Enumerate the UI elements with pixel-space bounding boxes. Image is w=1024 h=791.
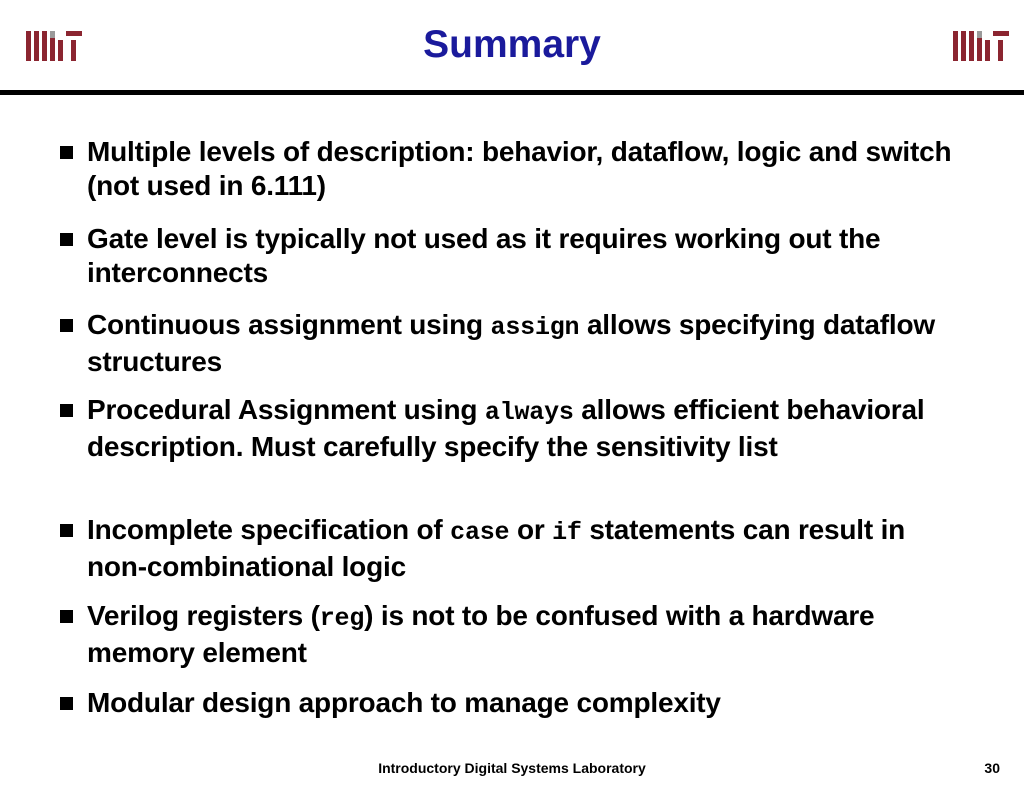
square-bullet-icon — [60, 146, 73, 159]
square-bullet-icon — [60, 610, 73, 623]
code-keyword: if — [552, 518, 582, 547]
square-bullet-icon — [60, 697, 73, 710]
footer-course-name: Introductory Digital Systems Laboratory — [378, 760, 646, 776]
text-run: Procedural Assignment using — [87, 394, 485, 425]
bullet-item — [60, 599, 960, 670]
code-keyword: always — [484, 398, 574, 427]
text-run: Incomplete specification of — [87, 514, 451, 545]
bullet-item — [60, 308, 960, 379]
text-run: Modular design approach to manage complexity — [87, 687, 721, 718]
bullet-text — [87, 513, 959, 584]
page-number: 30 — [984, 760, 1000, 776]
mit-logo-right — [953, 31, 1009, 61]
bullet-text — [87, 135, 959, 203]
code-keyword: case — [450, 518, 510, 547]
text-run: Verilog registers ( — [87, 600, 320, 631]
square-bullet-icon — [60, 233, 73, 246]
slide-title: Summary — [423, 23, 601, 66]
text-run: statements can result in non-combinational logic — [87, 514, 906, 582]
bullet-item — [60, 686, 960, 720]
code-keyword: assign — [490, 313, 580, 342]
bullet-item — [60, 393, 960, 464]
text-run: or — [509, 514, 553, 545]
square-bullet-icon — [60, 319, 73, 332]
text-run: allows specifying dataflow structures — [87, 309, 935, 377]
code-keyword: reg — [319, 604, 365, 633]
bullet-text — [87, 393, 959, 464]
text-run: allows efficient behavioral description. Must carefully specify the sensitivity list — [87, 394, 925, 462]
header-divider — [0, 90, 1024, 95]
bullet-item — [60, 135, 960, 203]
bullet-item — [60, 513, 960, 584]
bullet-text — [87, 686, 959, 720]
bullet-text — [87, 308, 959, 379]
text-run: Continuous assignment using — [87, 309, 491, 340]
square-bullet-icon — [60, 524, 73, 537]
text-run: ) is not to be confused with a hardware memory element — [87, 600, 875, 668]
bullet-text — [87, 222, 959, 290]
text-run: Gate level is typically not used as it requires working out the interconnects — [87, 223, 881, 288]
bullet-text — [87, 599, 959, 670]
square-bullet-icon — [60, 404, 73, 417]
text-run: Multiple levels of description: behavior, dataflow, logic and switch (not used in 6.111) — [87, 136, 952, 201]
bullet-item — [60, 222, 960, 290]
